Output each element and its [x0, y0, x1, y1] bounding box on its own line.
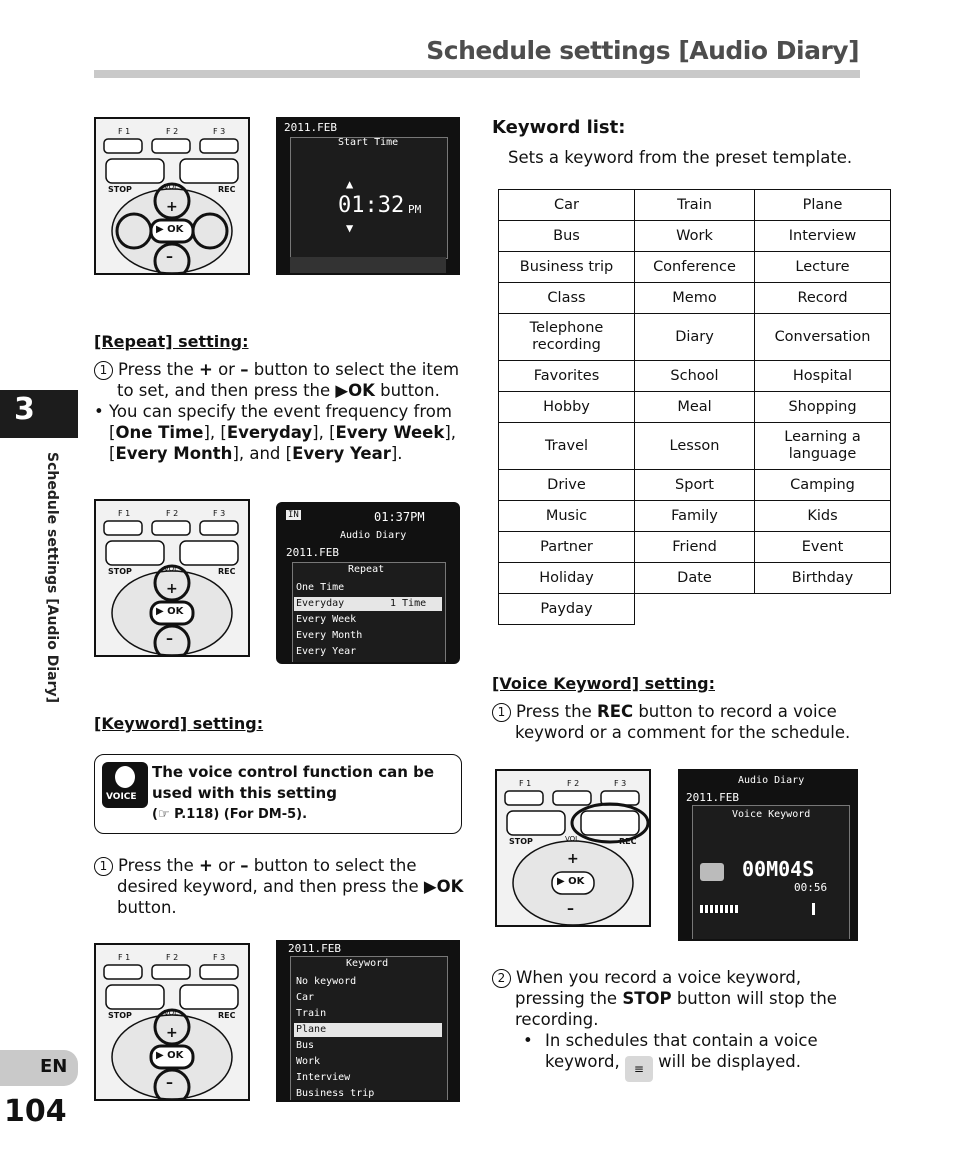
stop-label: STOP: [509, 837, 533, 846]
ok-label: ▶ OK: [557, 876, 585, 887]
rec-label: REC: [619, 837, 637, 846]
menu-item: Work: [296, 1056, 321, 1067]
f2-label: F 2: [166, 127, 179, 136]
keyword-heading: [Keyword] setting:: [94, 714, 264, 733]
table-row: [499, 314, 891, 361]
menu-value: 1 Time: [390, 598, 427, 609]
ok-label: ▶ OK: [156, 606, 184, 617]
ok-label: ▶ OK: [156, 1050, 184, 1061]
menu-item: Interview: [296, 1072, 351, 1083]
device-illustration-1: [94, 117, 250, 275]
chapter-tab: [0, 390, 78, 438]
f3-label: F 3: [614, 779, 627, 788]
f2-label: F 2: [567, 779, 580, 788]
in-badge: IN: [288, 510, 299, 520]
f3-label: F 3: [213, 509, 226, 518]
table-cell: Car: [499, 190, 635, 221]
table-row: [499, 190, 891, 221]
rec-label: REC: [218, 185, 236, 194]
screen-title: Voice Keyword: [732, 809, 811, 820]
table-cell: Favorites: [499, 361, 635, 392]
voice-keyword-heading: [Voice Keyword] setting:: [492, 674, 715, 693]
table-cell: Birthday: [755, 563, 891, 594]
table-row: [499, 361, 891, 392]
table-cell: Travel: [499, 423, 635, 470]
vol-label: VOL: [164, 183, 179, 191]
f1-label: F 1: [519, 779, 532, 788]
table-row: [499, 594, 891, 625]
screen-keyword: [276, 940, 460, 1102]
table-row: [499, 252, 891, 283]
keyword-list-desc: Sets a keyword from the preset template.: [508, 148, 853, 167]
ampm-value: PM: [408, 203, 422, 216]
f3-label: F 3: [213, 953, 226, 962]
screen-title: Start Time: [338, 137, 399, 148]
plus-label: +: [567, 851, 579, 867]
voice-keyword-step-2: 2 When you record a voice keyword, pressing the STOP button will stop the recording. • In schedules that contain a voice keyword, ≡ will be displayed.: [492, 967, 852, 1082]
stop-label: STOP: [108, 185, 132, 194]
table-row: [499, 283, 891, 314]
record-time: 00M04S: [742, 857, 815, 881]
f2-label: F 2: [166, 953, 179, 962]
device-illustration-3: [94, 943, 250, 1101]
menu-item: Bus: [296, 1040, 315, 1051]
plus-label: +: [166, 199, 178, 215]
keyword-table: [498, 189, 891, 625]
time-value: 01:32: [338, 193, 405, 218]
table-cell: Date: [635, 563, 755, 594]
menu-item: Car: [296, 992, 315, 1003]
menu-item-selected: Everyday: [296, 598, 345, 609]
minus-label: –: [567, 901, 574, 917]
voice-keyword-step-1: 1 Press the REC button to record a voice keyword or a comment for the schedule.: [492, 701, 852, 743]
minus-label: –: [166, 249, 173, 265]
screen-year: 2011.FEB: [288, 942, 341, 955]
table-cell: Learning a language: [755, 423, 891, 470]
menu-item: Business trip: [296, 1088, 375, 1099]
screen-year: 2011.FEB: [686, 791, 739, 804]
table-cell: Hospital: [755, 361, 891, 392]
screen-start-time: [276, 117, 460, 275]
table-cell: Lecture: [755, 252, 891, 283]
table-row: [499, 501, 891, 532]
ok-label: ▶ OK: [156, 224, 184, 235]
up-arrow-icon: ▲: [346, 177, 354, 191]
keyword-step-1: 1 Press the + or – button to select the desired keyword, and then press the ▶OK button.: [94, 855, 466, 918]
menu-item: No keyword: [296, 976, 357, 987]
page-title: Schedule settings [Audio Diary]: [426, 36, 859, 65]
down-arrow-icon: ▼: [346, 221, 354, 235]
vol-label: VOL: [164, 1009, 179, 1017]
table-cell: Record: [755, 283, 891, 314]
table-row: [499, 563, 891, 594]
menu-item: Train: [296, 1008, 327, 1019]
table-cell: Partner: [499, 532, 635, 563]
table-cell: Holiday: [499, 563, 635, 594]
table-cell: Plane: [755, 190, 891, 221]
screen-clock: 01:37PM: [374, 510, 425, 524]
vol-label: VOL: [565, 835, 580, 843]
screen-repeat: [276, 502, 460, 664]
table-row: [499, 423, 891, 470]
table-cell: Business trip: [499, 252, 635, 283]
keyword-list-heading: Keyword list:: [492, 117, 626, 138]
table-cell: Music: [499, 501, 635, 532]
table-row: [499, 470, 891, 501]
f1-label: F 1: [118, 509, 131, 518]
table-cell: Bus: [499, 221, 635, 252]
table-cell: Event: [755, 532, 891, 563]
table-cell: Sport: [635, 470, 755, 501]
plus-label: +: [166, 1025, 178, 1041]
rec-label: REC: [218, 567, 236, 576]
table-cell: Camping: [755, 470, 891, 501]
table-cell: School: [635, 361, 755, 392]
voice-control-icon: VOICE: [102, 762, 148, 808]
table-cell: Lesson: [635, 423, 755, 470]
table-cell: Work: [635, 221, 755, 252]
page-number: 104: [4, 1094, 67, 1129]
plus-label: +: [166, 581, 178, 597]
repeat-heading: [Repeat] setting:: [94, 332, 249, 351]
table-row: [499, 221, 891, 252]
f2-label: F 2: [166, 509, 179, 518]
table-cell: Drive: [499, 470, 635, 501]
table-cell: Class: [499, 283, 635, 314]
screen-year: 2011.FEB: [284, 121, 337, 134]
minus-label: –: [166, 1075, 173, 1091]
voice-keyword-icon: ≡: [625, 1056, 653, 1082]
screen-voice-keyword: [678, 769, 858, 941]
screen-app: Audio Diary: [340, 530, 407, 541]
record-remaining: 00:56: [794, 881, 828, 894]
table-cell: Hobby: [499, 392, 635, 423]
table-cell: Diary: [635, 314, 755, 361]
header-rule: [94, 70, 860, 78]
menu-item: One Time: [296, 582, 345, 593]
repeat-step-1: 1 Press the + or – button to select the item to set, and then press the ▶OK button. • You can specify the event frequency from [One Time], [Everyday], [Every Week], [Every Month], and [Every Year].: [94, 360, 460, 463]
f1-label: F 1: [118, 127, 131, 136]
menu-item-selected: Plane: [296, 1024, 327, 1035]
table-cell: Kids: [755, 501, 891, 532]
menu-item: Every Week: [296, 614, 357, 625]
menu-item: Every Year: [296, 646, 357, 657]
chapter-number: 3: [14, 392, 35, 427]
menu-item: Every Month: [296, 630, 363, 641]
table-row: [499, 532, 891, 563]
table-cell: Conference: [635, 252, 755, 283]
rec-label: REC: [218, 1011, 236, 1020]
screen-title: Repeat: [348, 564, 385, 575]
f1-label: F 1: [118, 953, 131, 962]
table-cell: Family: [635, 501, 755, 532]
screen-year: 2011.FEB: [286, 546, 339, 559]
table-cell: Memo: [635, 283, 755, 314]
table-cell: Conversation: [755, 314, 891, 361]
table-row: [499, 392, 891, 423]
table-cell: Train: [635, 190, 755, 221]
vol-label: VOL: [164, 565, 179, 573]
screen-app: Audio Diary: [738, 775, 805, 786]
table-cell: Telephone recording: [499, 314, 635, 361]
stop-label: STOP: [108, 1011, 132, 1020]
side-label: Schedule settings [Audio Diary]: [44, 452, 60, 704]
stop-label: STOP: [108, 567, 132, 576]
table-cell: Meal: [635, 392, 755, 423]
table-cell: Shopping: [755, 392, 891, 423]
device-illustration-4: [495, 769, 651, 927]
voice-note-text: The voice control function can be used with this setting (☞ P.118) (For DM-5).: [152, 763, 435, 822]
screen-title: Keyword: [346, 958, 389, 969]
table-cell: Payday: [499, 594, 635, 625]
minus-label: –: [166, 631, 173, 647]
device-illustration-2: [94, 499, 250, 657]
language-label: EN: [40, 1056, 68, 1077]
table-cell: Friend: [635, 532, 755, 563]
f3-label: F 3: [213, 127, 226, 136]
table-cell: Interview: [755, 221, 891, 252]
